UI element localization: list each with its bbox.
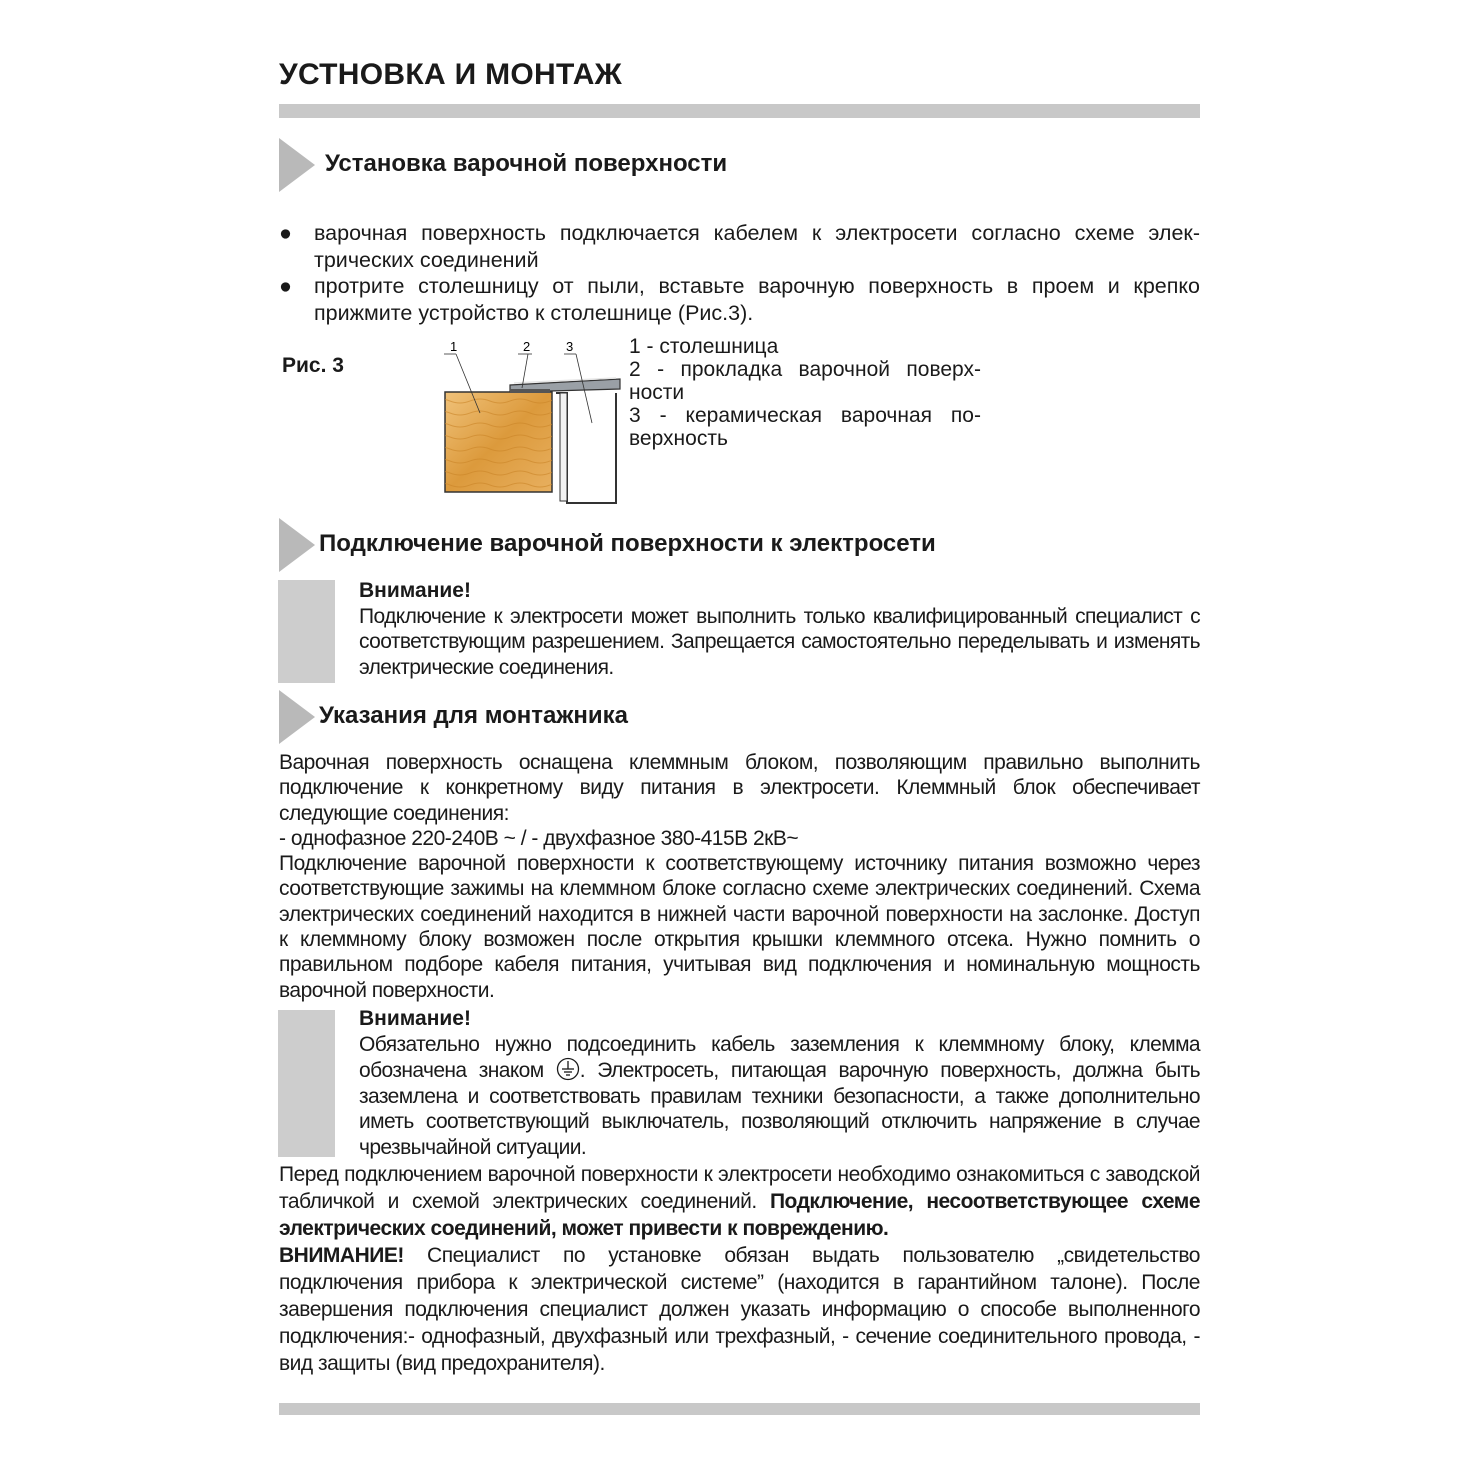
paragraph: - однофазное 220-240В ~ / - двухфазное 380-415В 2кВ~ xyxy=(279,826,799,850)
warning-text: Подключение к электросети может выполнить только квалифицированный специалист с соответствующим разрешением. Запрещается самостоятельно переделывать и изменять электрические соединения. xyxy=(359,604,1200,679)
legend-item: 3 - керамическая варочная поверхность xyxy=(629,404,981,450)
top-rule xyxy=(279,104,1200,118)
section-triangle-icon xyxy=(279,690,315,744)
section-heading: Установка варочной поверхности xyxy=(325,150,728,177)
legend-item: 1 - столешница xyxy=(629,335,779,358)
warning-bar xyxy=(278,1010,335,1157)
list-item xyxy=(279,273,1200,326)
section-connection xyxy=(279,518,1200,574)
warning-title: Внимание! xyxy=(359,1007,471,1030)
callout-2: 2 xyxy=(523,339,531,354)
bottom-rule xyxy=(279,1403,1200,1415)
section-heading: Указания для монтажника xyxy=(319,702,629,729)
figure-label: Рис. 3 xyxy=(282,354,344,377)
callout-1: 1 xyxy=(450,339,458,354)
section-installer-notes xyxy=(279,690,1200,746)
warning-block xyxy=(359,578,1200,680)
warning-title: Внимание! xyxy=(359,579,471,602)
closing-text xyxy=(279,1161,1200,1377)
warning-block xyxy=(359,1006,1200,1160)
section-heading: Подключение варочной поверхности к электросети xyxy=(319,530,936,557)
bullet-text: протрите столешницу от пыли, вставьте варочную поверхность в проем и крепко прижмите устройство к столешнице (Рис.3). xyxy=(314,274,1200,325)
bullet-text: варочная поверхность подключается кабелем к электросети согласно схеме электрических соединений xyxy=(314,221,1200,272)
warning-text: Обязательно нужно подсоединить кабель заземления к клеммному блоку, клемма обозначена знаком . Электросеть, питающая варочную поверхность, должна быть заземлена и соответствовать правилам техники безопасности, а также дополнительно иметь соответствующий выключатель, позволяющий отключить напряжение в случае чрезвычайной ситуации. xyxy=(359,1032,1200,1159)
section-triangle-icon xyxy=(279,518,315,572)
legend-item: 2 - прокладка варочной поверхности xyxy=(629,358,981,404)
ground-symbol-icon xyxy=(556,1057,580,1081)
bullet-list xyxy=(279,220,1200,326)
figure-legend xyxy=(629,335,981,450)
warning-bar xyxy=(278,580,335,683)
section-triangle-icon xyxy=(279,138,315,192)
bullet-dot: ● xyxy=(279,221,292,245)
page-title: УСТНОВКА И МОНТАЖ xyxy=(279,58,623,91)
paragraph: Перед подключением варочной поверхности к электросети необходимо ознакомиться с заводской табличкой и схемой электрических соединений. Подключение, несоответствующее схеме электрических соединений, может привести к повреждению. xyxy=(279,1163,1200,1240)
paragraph: ВНИМАНИЕ! Специалист по установке обязан выдать пользователю „свидетельство подключения прибора к электрической системе” (находится в гарантийном талоне). После завершения подключения специалист должен указать информацию о способе выполненного подключения:- однофазный, двухфазный или трехфазный, - сечение соединительного провода, - вид защиты (вид предохранителя). xyxy=(279,1244,1200,1375)
worktop-block xyxy=(445,392,552,492)
section-installation xyxy=(279,138,1200,194)
paragraph: Подключение варочной поверхности к соответствующему источнику питания возможно через соответствующие зажимы на клеммном блоке согласно схеме электрических соединений. Схема электрических соединений находится в нижней части варочной поверхности на заслонке. Доступ к клеммному блоку возможен после открытия крышки клеммного отсека. Нужно помнить о правильном подборе кабеля питания, учитывая вид подключения и номинальную мощность варочной поверхности. xyxy=(279,852,1200,1002)
list-item xyxy=(279,220,1200,273)
figure-diagram xyxy=(430,335,625,505)
gasket xyxy=(510,389,550,393)
bullet-dot: ● xyxy=(279,274,292,298)
paragraph: Варочная поверхность оснащена клеммным блоком, позволяющим правильно выполнить подключение к конкретному виду питания в электросети. Клеммный блок обеспечивает следующие соединения: xyxy=(279,751,1200,825)
installer-text xyxy=(279,750,1200,1003)
callout-3: 3 xyxy=(566,339,574,354)
